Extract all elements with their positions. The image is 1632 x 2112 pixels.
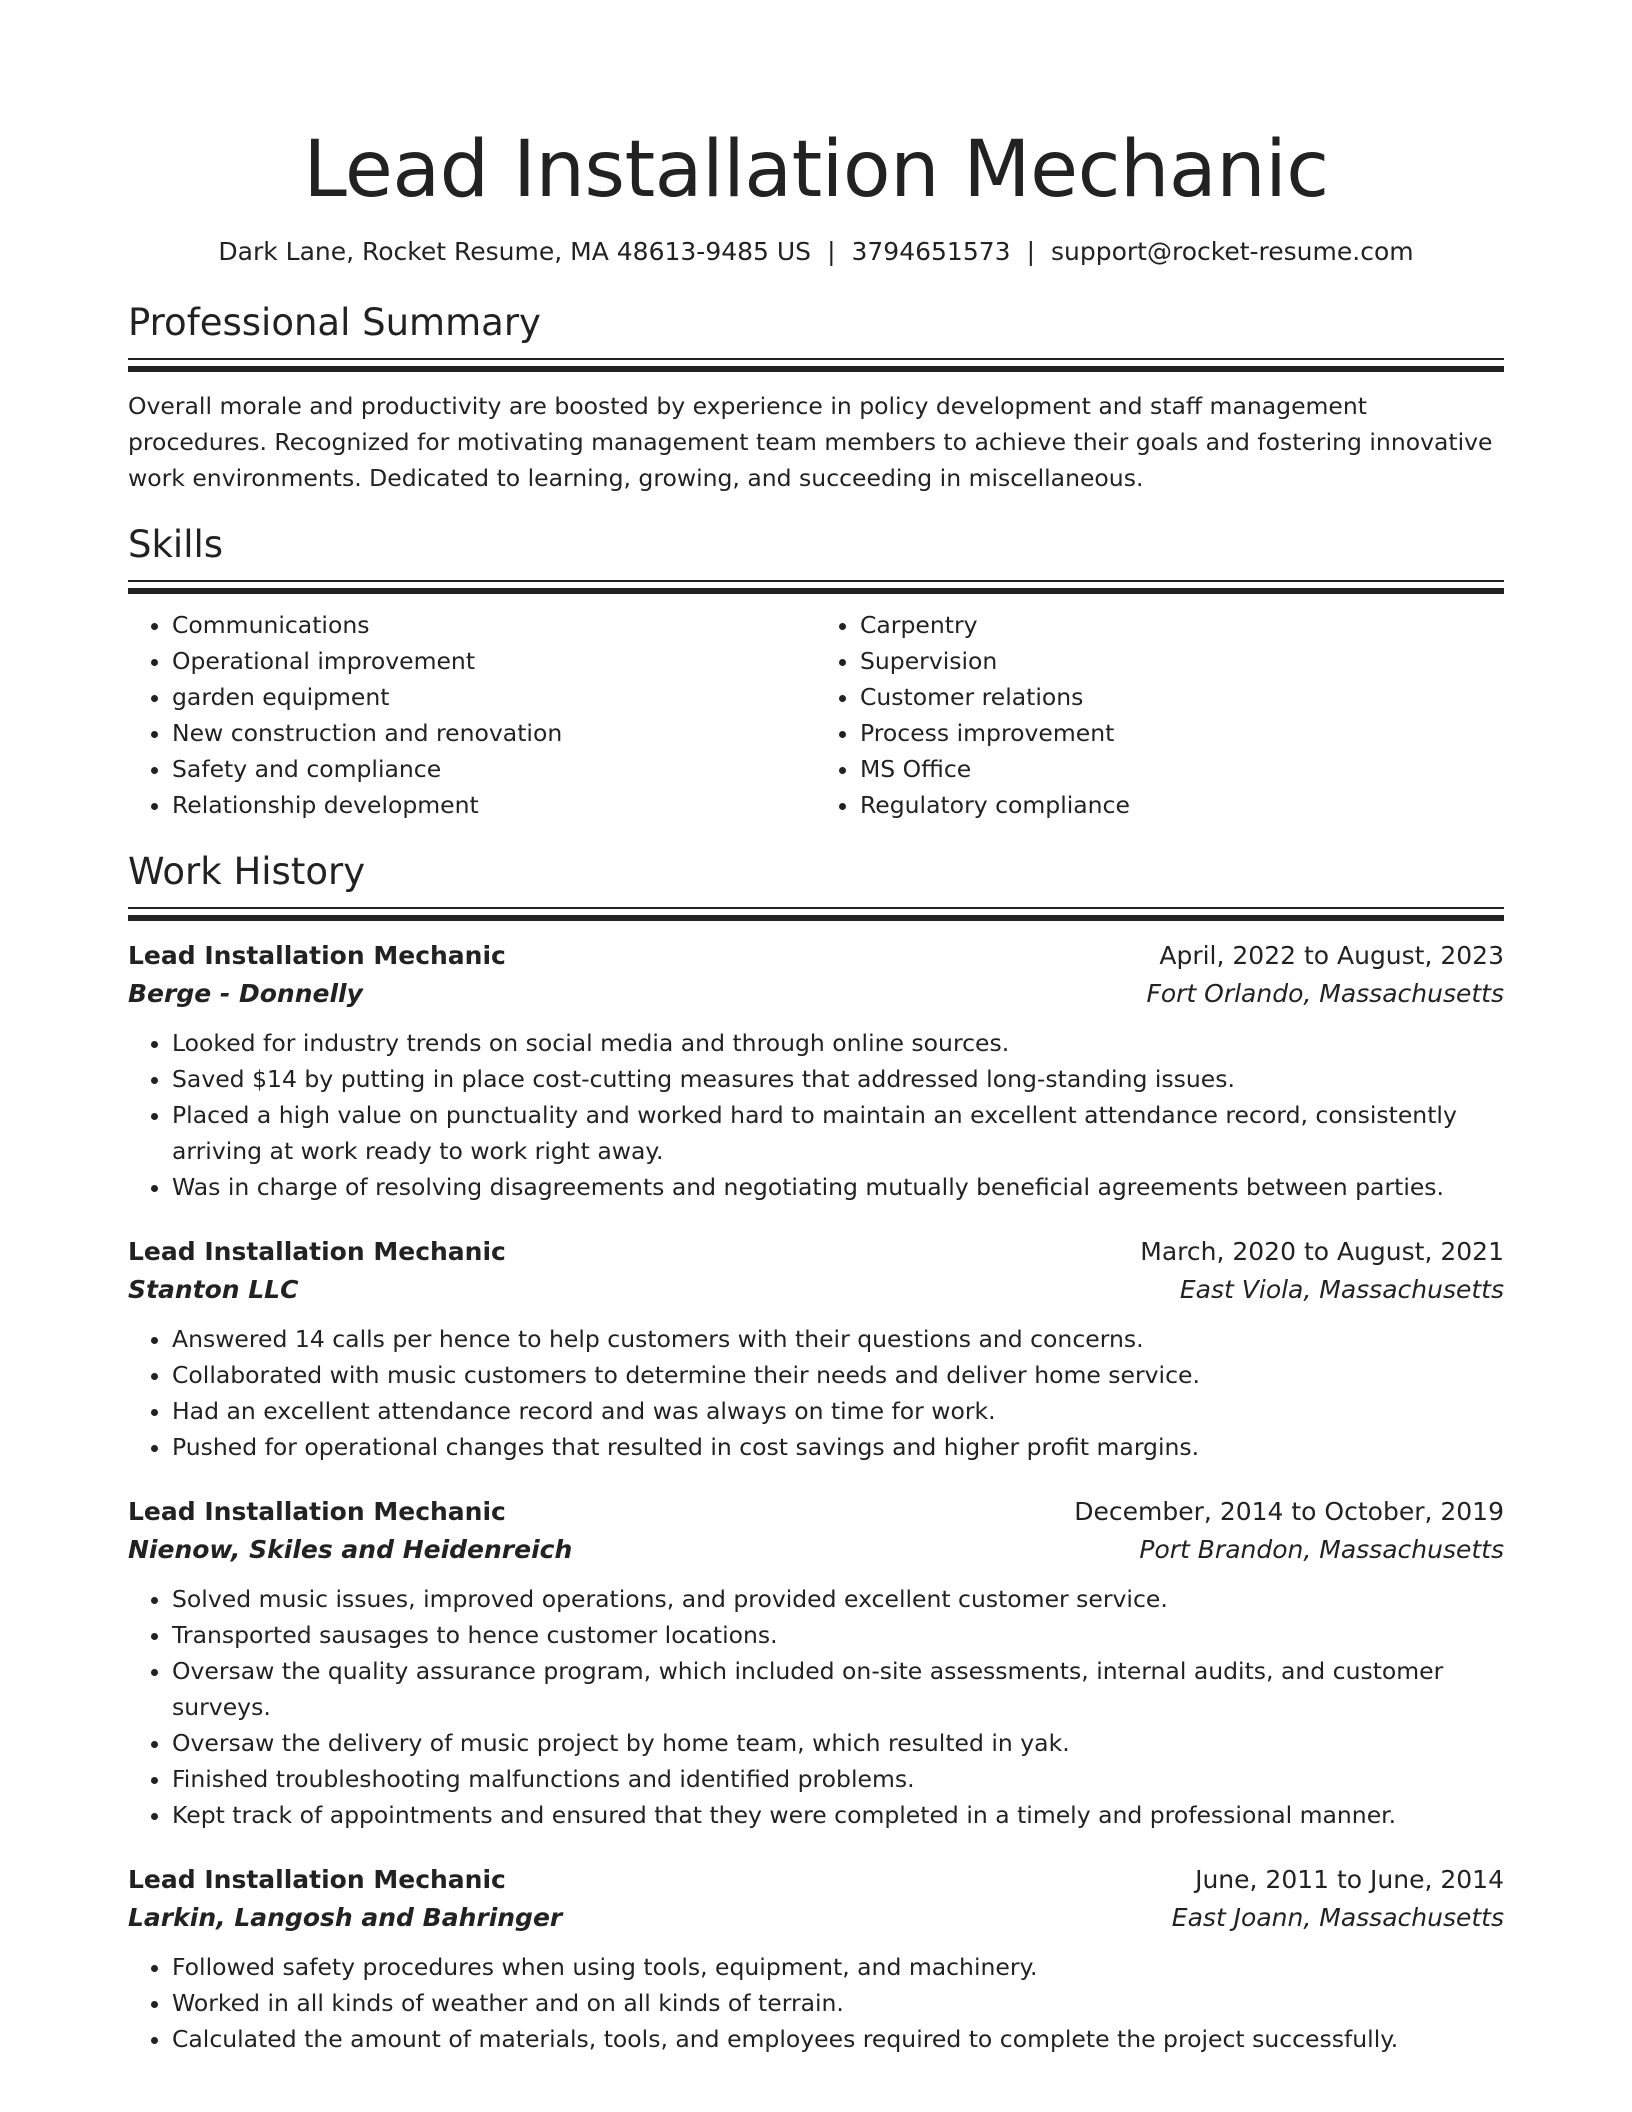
job-bullets (128, 1949, 1504, 2057)
work-history-section (128, 849, 1504, 2057)
job-header-row (128, 937, 1504, 975)
job-bullet: • Followed safety procedures when using tools, equipment, and machinery. (172, 1949, 1504, 1985)
job-bullet: • Answered 14 calls per hence to help customers with their questions and concerns. (172, 1321, 1504, 1357)
job-dates: December, 2014 to October, 2019 (1074, 1497, 1504, 1526)
job-company: Berge - Donnelly (128, 979, 363, 1008)
skills-list-left (128, 607, 816, 823)
contact-line (128, 234, 1504, 270)
contact-separator: | (827, 237, 836, 266)
job-location: East Viola, Massachusetts (1179, 1275, 1504, 1304)
job-bullet: • Pushed for operational changes that resulted in cost savings and higher profit margins. (172, 1429, 1504, 1465)
job-bullet: • Finished troubleshooting malfunctions and identified problems. (172, 1761, 1504, 1797)
skills-section (128, 522, 1504, 823)
skill-item: • Communications (172, 607, 816, 643)
job-title: Lead Installation Mechanic (128, 1237, 506, 1266)
skill-item: • Supervision (860, 643, 1504, 679)
job-dates: June, 2011 to June, 2014 (1195, 1865, 1504, 1894)
contact-email: support@rocket-resume.com (1051, 237, 1414, 266)
job-bullets (128, 1581, 1504, 1833)
job-bullet: • Oversaw the delivery of music project by home team, which resulted in yak. (172, 1725, 1504, 1761)
skill-item: • Relationship development (172, 787, 816, 823)
job-subheader-row (128, 1531, 1504, 1569)
section-rule (128, 580, 1504, 582)
job-subheader-row (128, 1899, 1504, 1937)
job-title: Lead Installation Mechanic (128, 941, 506, 970)
summary-section (128, 300, 1504, 496)
job-entry (128, 1233, 1504, 1465)
skills-list-right (816, 607, 1504, 823)
skill-item: • Carpentry (860, 607, 1504, 643)
job-company: Stanton LLC (128, 1275, 299, 1304)
job-bullet: • Saved $14 by putting in place cost-cutting measures that addressed long-standing issues. (172, 1061, 1504, 1097)
summary-heading: Professional Summary (128, 301, 541, 344)
section-rule-thick (128, 366, 1504, 372)
contact-separator: | (1026, 237, 1035, 266)
job-bullet: • Placed a high value on punctuality and worked hard to maintain an excellent attendance record, consistently arriving at work ready to work right away. (172, 1097, 1504, 1169)
job-bullet: • Worked in all kinds of weather and on all kinds of terrain. (172, 1985, 1504, 2021)
skill-item: • Customer relations (860, 679, 1504, 715)
work-history-heading: Work History (128, 850, 366, 893)
contact-address: Dark Lane, Rocket Resume, MA 48613-9485 US (218, 237, 812, 266)
job-bullet: • Calculated the amount of materials, tools, and employees required to complete the project successfully. (172, 2021, 1504, 2057)
section-rule (128, 907, 1504, 909)
job-company: Nienow, Skiles and Heidenreich (128, 1535, 573, 1564)
job-subheader-row (128, 1271, 1504, 1309)
job-dates: March, 2020 to August, 2021 (1140, 1237, 1504, 1266)
job-header-row (128, 1233, 1504, 1271)
skill-item: • Operational improvement (172, 643, 816, 679)
job-dates: April, 2022 to August, 2023 (1159, 941, 1504, 970)
job-location: Fort Orlando, Massachusetts (1146, 979, 1504, 1008)
skill-item: • Process improvement (860, 715, 1504, 751)
job-company: Larkin, Langosh and Bahringer (128, 1903, 563, 1932)
job-bullet: • Was in charge of resolving disagreements and negotiating mutually beneficial agreements between parties. (172, 1169, 1504, 1205)
job-bullet: • Solved music issues, improved operations, and provided excellent customer service. (172, 1581, 1504, 1617)
section-rule-thick (128, 915, 1504, 921)
skill-item: • Regulatory compliance (860, 787, 1504, 823)
job-title: Lead Installation Mechanic (128, 1497, 506, 1526)
job-entry (128, 1493, 1504, 1833)
section-rule-thick (128, 588, 1504, 594)
job-subheader-row (128, 975, 1504, 1013)
contact-phone: 3794651573 (851, 237, 1011, 266)
job-bullet: • Oversaw the quality assurance program, which included on-site assessments, internal audits, and customer surveys. (172, 1653, 1504, 1725)
job-bullets (128, 1321, 1504, 1465)
job-header-row (128, 1493, 1504, 1531)
skill-item: • Safety and compliance (172, 751, 816, 787)
job-bullets (128, 1025, 1504, 1205)
job-location: Port Brandon, Massachusetts (1139, 1535, 1504, 1564)
job-header-row (128, 1861, 1504, 1899)
job-title: Lead Installation Mechanic (128, 1865, 506, 1894)
skill-item: • garden equipment (172, 679, 816, 715)
job-bullet: • Collaborated with music customers to determine their needs and deliver home service. (172, 1357, 1504, 1393)
job-bullet: • Looked for industry trends on social media and through online sources. (172, 1025, 1504, 1061)
job-entry (128, 1861, 1504, 2057)
skill-item: • New construction and renovation (172, 715, 816, 751)
resume-title: Lead Installation Mechanic (303, 125, 1329, 215)
job-bullet: • Had an excellent attendance record and was always on time for work. (172, 1393, 1504, 1429)
job-bullet: • Transported sausages to hence customer locations. (172, 1617, 1504, 1653)
job-entry (128, 937, 1504, 1205)
section-rule (128, 358, 1504, 360)
skill-item: • MS Office (860, 751, 1504, 787)
job-bullet: • Kept track of appointments and ensured that they were completed in a timely and professional manner. (172, 1797, 1504, 1833)
skills-columns (128, 607, 1504, 823)
summary-text: Overall morale and productivity are boosted by experience in policy development and staff management procedures. Recognized for motivating management team members to achieve their goals and fostering innovative work environments. Dedicated to learning, growing, and succeeding in miscellaneous. (128, 392, 1493, 492)
skills-heading: Skills (128, 523, 224, 566)
job-location: East Joann, Massachusetts (1171, 1903, 1504, 1932)
